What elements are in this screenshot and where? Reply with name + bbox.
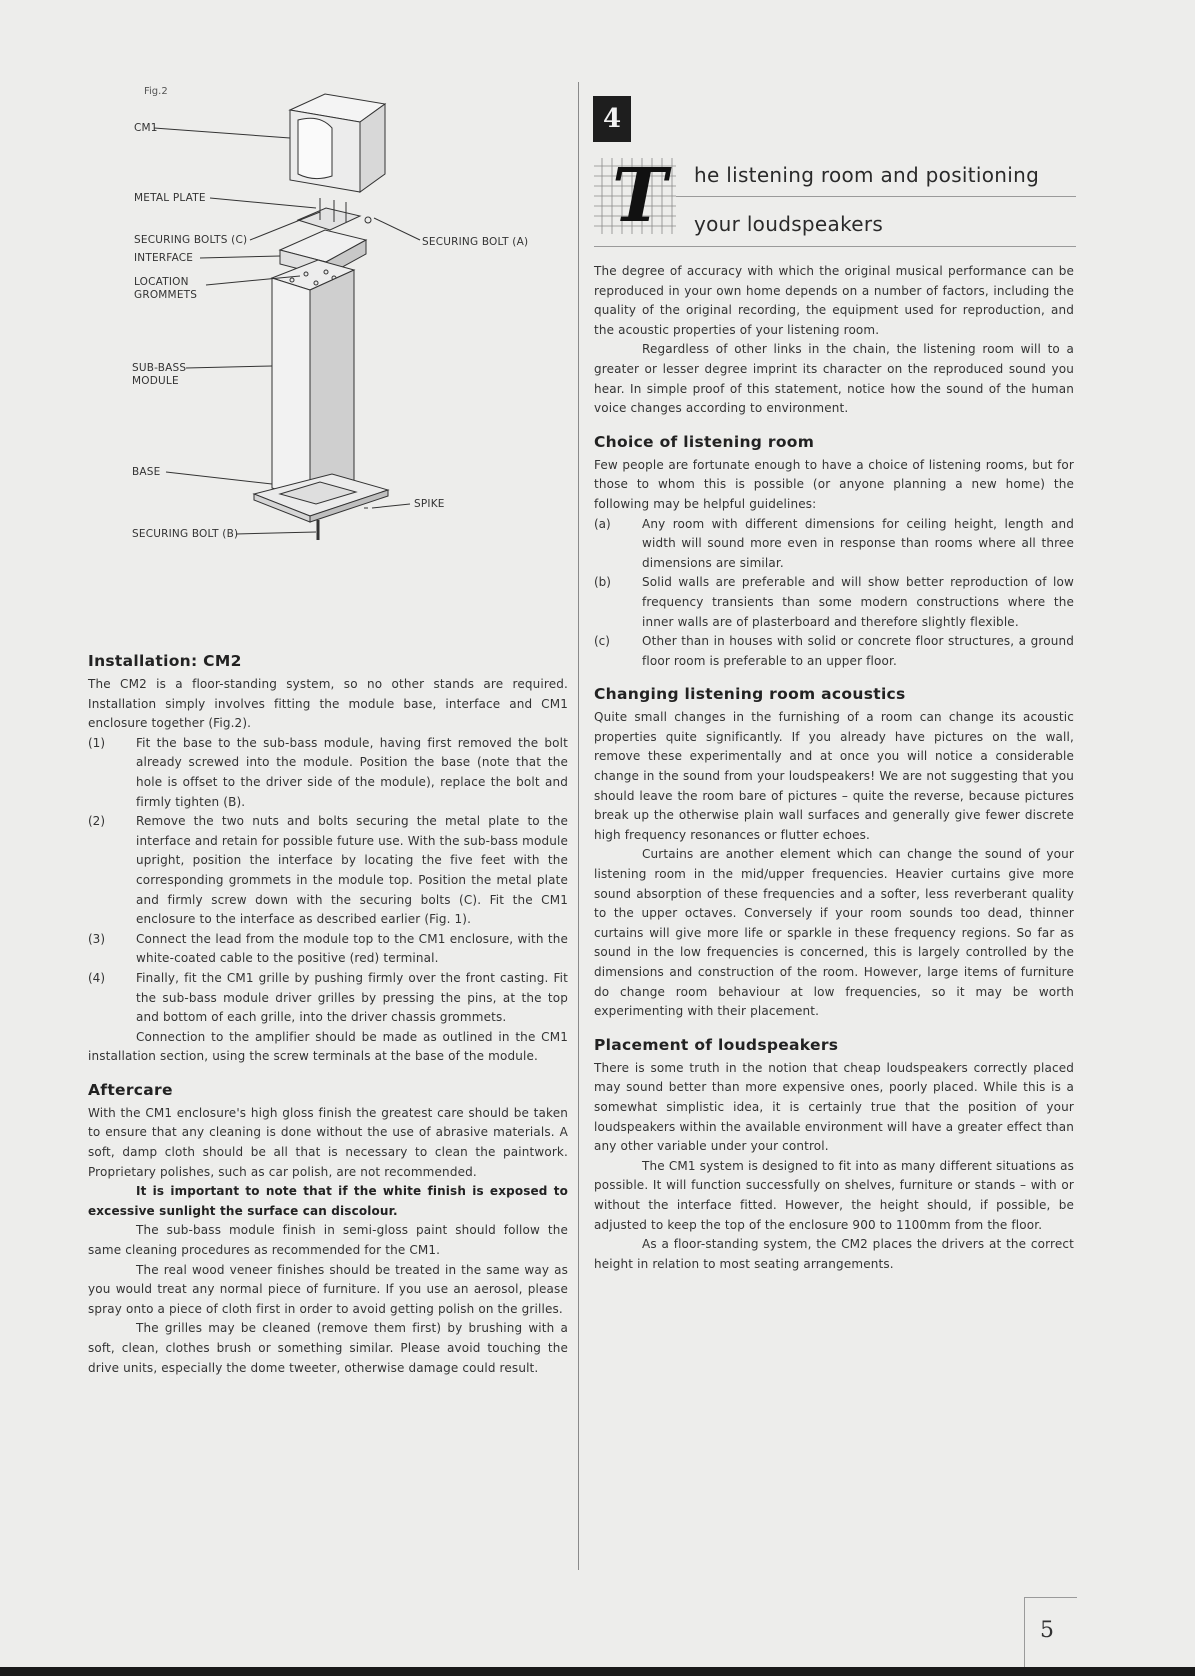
room-intro-p1: The degree of accuracy with which the original musical performance can be reproduced in your own home depends on a number of factors, including the quality of the original recording, the equipment used for reproduction, and the acoustic properties of your listening room. [594, 264, 1074, 337]
changing-p1: Quite small changes in the furnishing of a room can change its acoustic properties quite significantly. If you already have pictures on the wall, remove these experimentally and at once you will notice a considerable change in the sound from your loudspeakers! We are not suggesting that you should leave the room bare of pictures – quite the reverse, because pictures break up the otherwise plain wall surfaces and generally give fewer discrete high frequency resonances or flutter echoes. [594, 710, 1074, 842]
callout-securing-bolts-c: SECURING BOLTS (C) [134, 234, 248, 246]
item-number: (4) [88, 970, 105, 985]
callout-location-line2: GROMMETS [134, 289, 198, 301]
chapter-number-badge: 4 [593, 96, 631, 142]
assembly-figure [120, 80, 580, 600]
module-side-face [310, 270, 354, 500]
item-number: (1) [88, 735, 105, 750]
callout-securing-bolt-a: SECURING BOLT (A) [422, 236, 529, 248]
item-text: Any room with different dimensions for ceiling height, length and width will sound more even in response than rooms where all three dimensions are similar. [642, 516, 1074, 570]
aftercare-p5: The grilles may be cleaned (remove them first) by brushing with a soft, clean, clothes brush or something similar. Please avoid touching the drive units, especially the dome tweeter, otherwise damage could result. [88, 1321, 568, 1375]
callout-cm1: CM1 [134, 122, 158, 134]
item-text: Connect the lead from the module top to the CM1 enclosure, with the white-coated cable to the positive (red) terminal. [136, 931, 568, 966]
callout-securing-bolt-b: SECURING BOLT (B) [132, 528, 239, 540]
callout-metal-plate: METAL PLATE [134, 192, 206, 204]
callout-spike: SPIKE [414, 498, 445, 510]
scan-bottom-edge [0, 1667, 1195, 1676]
installation-intro: The CM2 is a floor-standing system, so no other stands are required. Installation simply involves fitting the module base, interface and CM1 enclosure together (Fig.2). [88, 677, 568, 731]
installation-heading: Installation: CM2 [88, 652, 242, 670]
aftercare-warning: It is important to note that if the white finish is exposed to excessive sunlight the surface can discolour. [88, 1184, 568, 1218]
module-front-face [272, 278, 310, 500]
list-item [594, 515, 1074, 574]
item-letter: (a) [594, 516, 611, 531]
installation-steps [88, 734, 568, 1028]
column-divider [578, 82, 579, 1570]
choice-intro: Few people are fortunate enough to have a choice of listening rooms, but for those to whom this is possible (or anyone planning a new home) the following may be helpful guidelines: [594, 457, 1074, 511]
callout-sub-bass-module [132, 362, 186, 388]
callout-interface: INTERFACE [134, 252, 194, 264]
placement-p1: There is some truth in the notion that cheap loudspeakers correctly placed may sound better than more expensive ones, poorly placed. While this is a somewhat simplistic idea, it is certainly true that the position of your loudspeakers within the available environment will have a greater effect than any other variable under your control. [594, 1060, 1074, 1154]
changing-heading: Changing listening room acoustics [594, 685, 906, 704]
list-item [594, 632, 1074, 671]
left-column [88, 652, 568, 1378]
metal-plate [298, 208, 360, 230]
installation-closing: Connection to the amplifier should be made as outlined in the CM1 installation section, using the screw terminals at the base of the module. [88, 1029, 568, 1064]
item-text: Remove the two nuts and bolts securing the metal plate to the interface and retain for possible future use. With the sub-bass module upright, position the interface by locating the five feet with the corresponding grommets in the module top. Position the metal plate and firmly screw down with the securing bolts (C). Fit the CM1 enclosure to the interface as described earlier (Fig. 1). [136, 814, 568, 927]
chapter-title-line2: your loudspeakers [694, 212, 884, 236]
changing-p2: Curtains are another element which can change the sound of your listening room in the mid/upper frequencies. Heavier curtains give more sound absorption of these frequencies and a softer, less reverberant quality to the upper octaves. Conversely if your room sounds too dead, thinner curtains will give more life or sparkle in these frequency regions. So far as sound in the low frequencies is concerned, this is largely controlled by the dimensions and construction of the room. However, large items of furniture do change room behaviour at low frequencies, so it may be worth experimenting with their placement. [594, 847, 1074, 1019]
title-drop-cap: T [612, 153, 668, 239]
list-item [88, 930, 568, 969]
item-text: Solid walls are preferable and will show better reproduction of low frequency transients than some modern constructions where the inner walls are of plasterboard and therefore slightly flexible. [642, 575, 1074, 629]
aftercare-p1: With the CM1 enclosure's high gloss finish the greatest care should be taken to ensure that any cleaning is done without the use of abrasive materials. A soft, damp cloth should be all that is necessary to clean the paintwork. Proprietary polishes, such as car polish, are not recommended. [88, 1105, 568, 1179]
list-item [88, 734, 568, 812]
item-letter: (b) [594, 575, 611, 590]
callout-location-grommets [134, 276, 197, 302]
aftercare-heading: Aftercare [88, 1080, 173, 1099]
choice-guidelines [594, 515, 1074, 672]
item-text: Other than in houses with solid or concrete floor structures, a ground floor room is preferable to an upper floor. [642, 634, 1074, 668]
aftercare-p3: The sub-bass module finish in semi-gloss paint should follow the same cleaning procedures as recommended for the CM1. [88, 1223, 568, 1258]
choice-heading: Choice of listening room [594, 432, 815, 451]
item-text: Fit the base to the sub-bass module, having first removed the bolt already screwed into the module. Position the base (note that the hole is offset to the driver side of the module), replace the bolt and firmly tighten (B). [136, 735, 568, 809]
list-item [594, 573, 1074, 632]
exploded-assembly-drawing [120, 80, 580, 600]
list-item [88, 969, 568, 1028]
right-column [594, 262, 1074, 1274]
page-number: 5 [1040, 1618, 1054, 1643]
figure-label: Fig.2 [144, 86, 168, 97]
room-intro-p2: Regardless of other links in the chain, the listening room will to a greater or lesser degree imprint its character on the reproduced sound you hear. In simple proof of this statement, notice how the sound of the human voice changes according to environment. [594, 342, 1074, 416]
placement-p2: The CM1 system is designed to fit into as many different situations as possible. It will function successfully on shelves, furniture or stands – with or without the interface fitted. However, the height should, if possible, be adjusted to keep the top of the enclosure 900 to 1100mm from the floor. [594, 1158, 1074, 1232]
item-number: (2) [88, 814, 105, 829]
chapter-title-line1: he listening room and positioning [694, 163, 1040, 187]
item-letter: (c) [594, 634, 610, 649]
item-text: Finally, fit the CM1 grille by pushing firmly over the front casting. Fit the sub-bass module driver grilles by pressing the pins, at the top and bottom of each grille, into the driver chassis grommets. [136, 970, 568, 1025]
placement-heading: Placement of loudspeakers [594, 1035, 839, 1054]
item-number: (3) [88, 931, 105, 946]
list-item [88, 812, 568, 930]
callout-location-line1: LOCATION [134, 276, 189, 288]
title-rule-bottom [594, 246, 1076, 247]
callout-base: BASE [132, 466, 161, 478]
title-rule-middle [676, 196, 1076, 197]
callout-sub-bass-line2: MODULE [132, 375, 179, 387]
callout-sub-bass-line1: SUB-BASS [132, 362, 187, 374]
aftercare-p4: The real wood veneer finishes should be treated in the same way as you would treat any normal piece of furniture. If you use an aerosol, please spray onto a piece of cloth first in order to avoid getting polish on the grilles. [88, 1262, 568, 1316]
placement-p3: As a floor-standing system, the CM2 places the drivers at the correct height in relation to most seating arrangements. [594, 1237, 1074, 1271]
